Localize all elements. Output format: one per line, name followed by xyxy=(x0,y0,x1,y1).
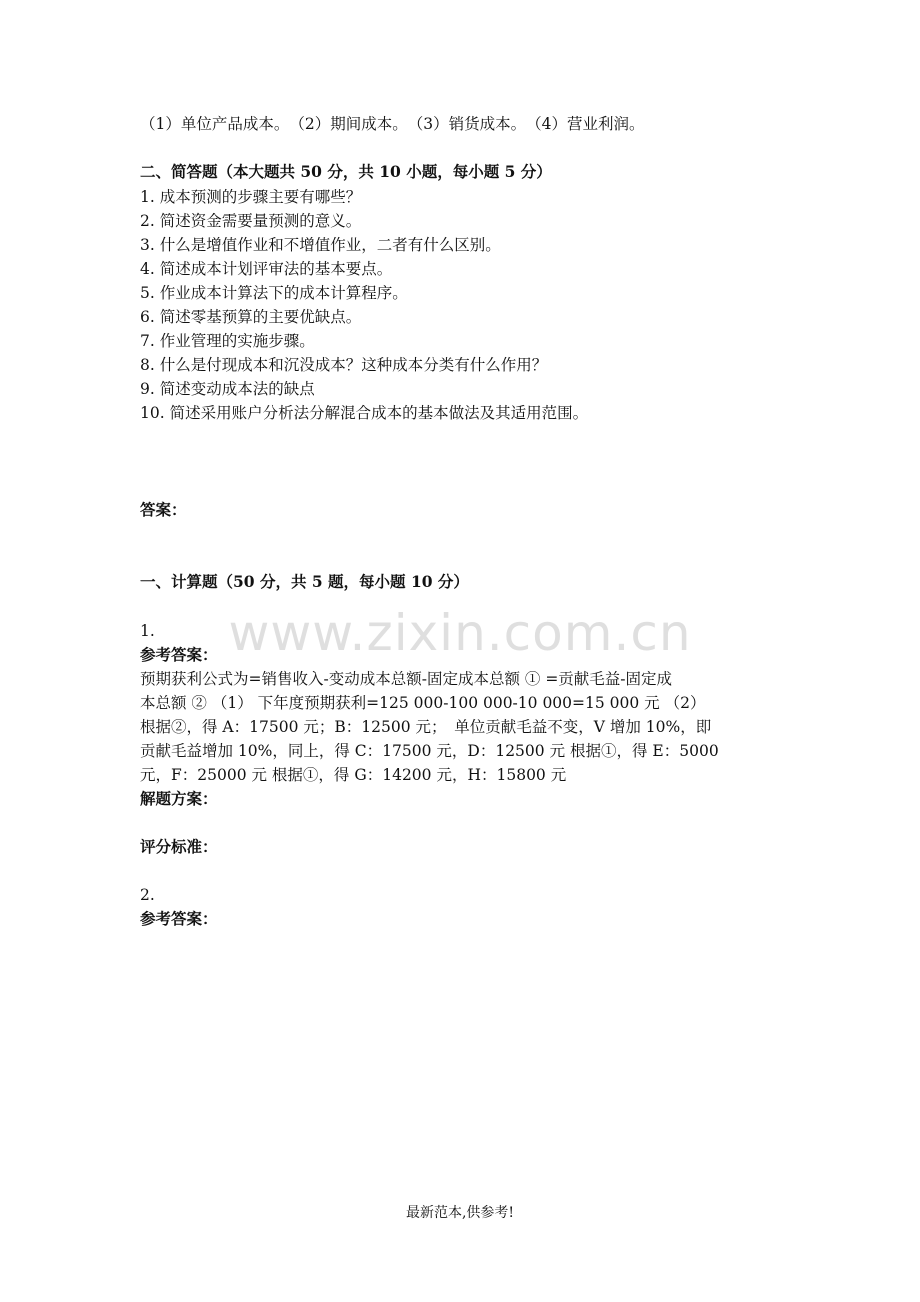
reference-answer-label: 参考答案： xyxy=(140,909,218,928)
watermark: www.zixin.com.cn xyxy=(228,604,692,662)
section1-heading: 一、计算题（50 分，共 5 题，每小题 10 分） xyxy=(140,572,469,591)
answer-text-line: 贡献毛益增加 10%，同上，得 C：17500 元，D：12500 元 根据①，得 E：5000 xyxy=(140,742,719,760)
answer-text-line: 元，F：25000 元 根据①，得 G：14200 元，H：15800 元 xyxy=(140,766,567,784)
answers-label: 答案： xyxy=(140,500,187,519)
question-item: 8. 什么是付现成本和沉没成本？这种成本分类有什么作用？ xyxy=(140,356,548,374)
question-item: 7. 作业管理的实施步骤。 xyxy=(140,332,315,350)
question-item: 10. 简述采用账户分析法分解混合成本的基本做法及其适用范围。 xyxy=(140,404,589,422)
question-item: 3. 什么是增值作业和不增值作业，二者有什么区别。 xyxy=(140,236,501,254)
question-item: 1. 成本预测的步骤主要有哪些？ xyxy=(140,188,362,206)
question-item: 5. 作业成本计算法下的成本计算程序。 xyxy=(140,284,408,302)
question-item: 2. 简述资金需要量预测的意义。 xyxy=(140,212,362,230)
reference-answer-label: 参考答案： xyxy=(140,645,218,664)
top-options-line: （1）单位产品成本。 （2）期间成本。 （3）销货成本。 （4）营业利润。 xyxy=(140,115,645,133)
section2-heading: 二、简答题（本大题共 50 分，共 10 小题，每小题 5 分） xyxy=(140,162,552,181)
question-item: 4. 简述成本计划评审法的基本要点。 xyxy=(140,260,393,278)
question-item: 6. 简述零基预算的主要优缺点。 xyxy=(140,308,362,326)
solution-label: 解题方案： xyxy=(140,789,218,808)
grading-label: 评分标准： xyxy=(140,837,218,856)
answer-text-line: 预期获利公式为=销售收入-变动成本总额-固定成本总额 ① =贡献毛益-固定成 xyxy=(140,670,673,688)
question-number: 1. xyxy=(140,622,155,640)
question-item: 9. 简述变动成本法的缺点 xyxy=(140,380,315,398)
question-number: 2. xyxy=(140,886,155,904)
answer-text-line: 根据②，得 A：17500 元；B：12500 元； 单位贡献毛益不变，V 增加 10%，即 xyxy=(140,718,712,736)
answer-text-line: 本总额 ② （1） 下年度预期获利=125 000-100 000-10 000=15 000 元 （2） xyxy=(140,694,706,712)
page-footer: 最新范本,供参考! xyxy=(405,1205,515,1221)
